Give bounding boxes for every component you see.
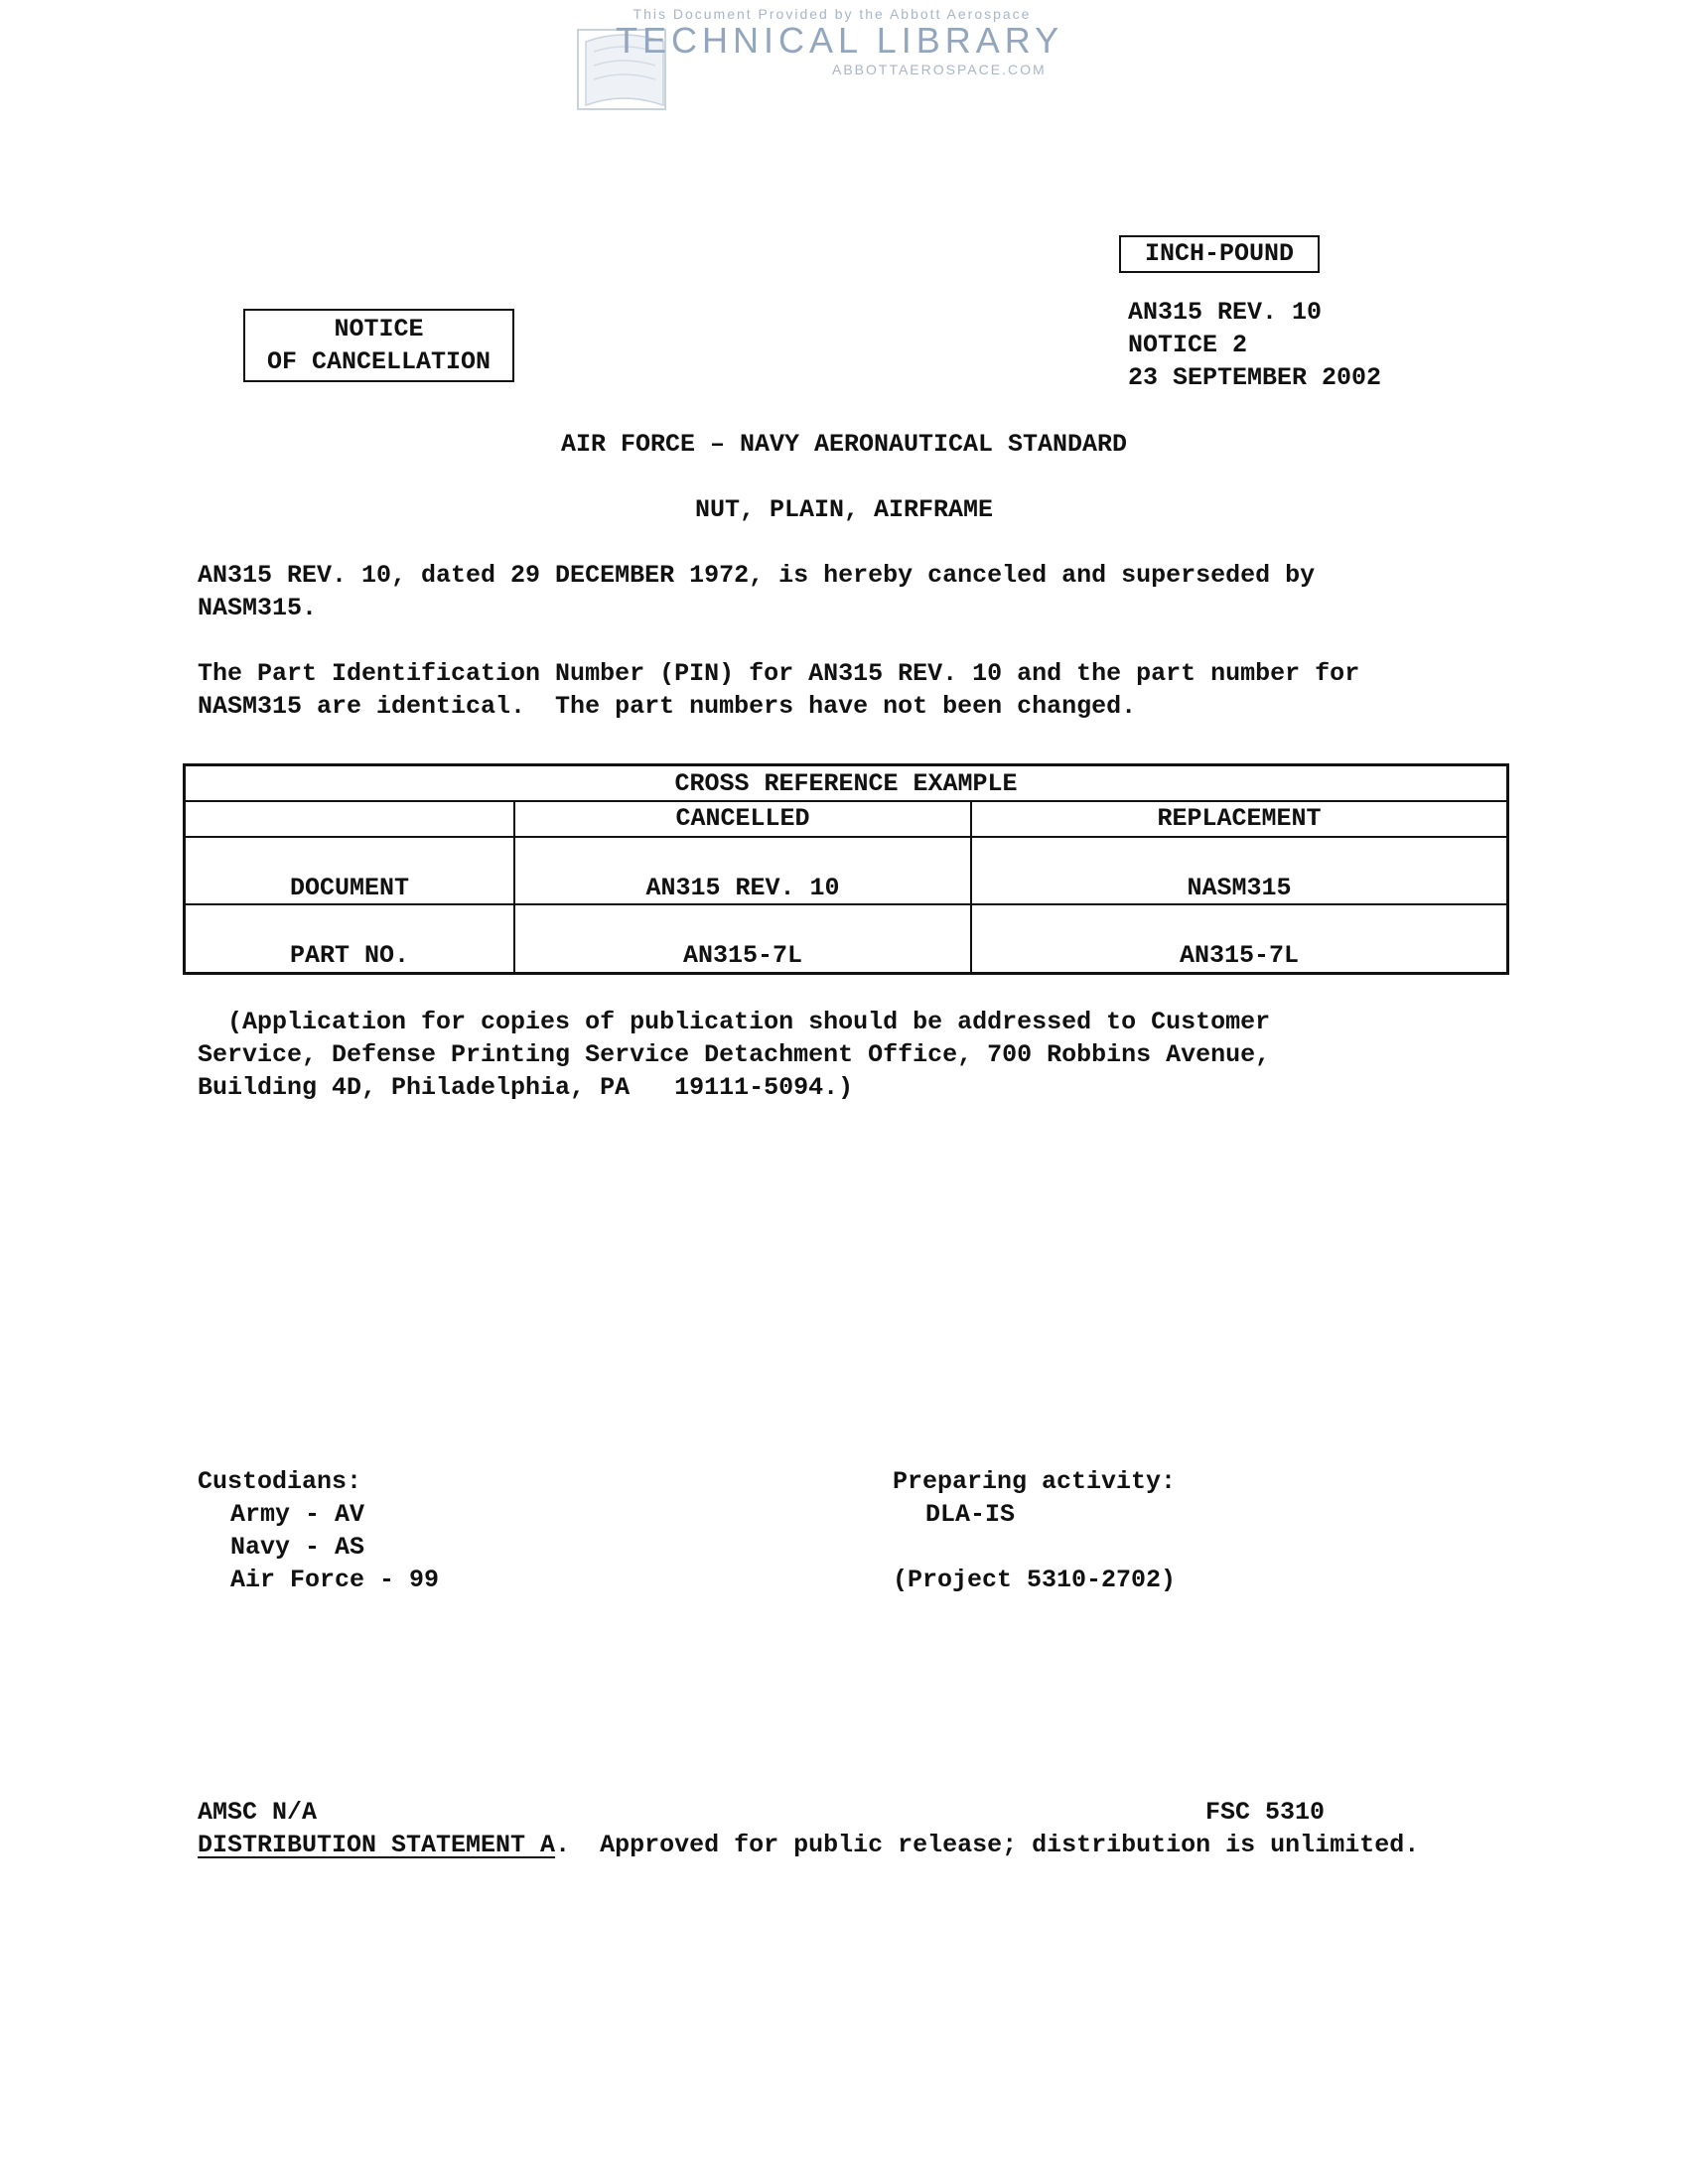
application-line1: (Application for copies of publication should be addressed to Customer	[198, 1008, 1271, 1036]
watermark-title: TECHNICAL LIBRARY	[616, 20, 1064, 61]
unit-box: INCH-POUND	[1119, 235, 1320, 273]
distribution-statement-text: . Approved for public release; distribution is unlimited.	[555, 1831, 1420, 1859]
row-label: PART NO.	[186, 905, 515, 972]
table-row	[186, 838, 1506, 905]
notice-box-line1: NOTICE	[334, 315, 424, 343]
fsc-code: FSC 5310	[1205, 1798, 1326, 1827]
column-header-replacement: REPLACEMENT	[1157, 804, 1322, 833]
custodians-label: Custodians:	[198, 1467, 362, 1496]
table-cell: AN315-7L	[1179, 941, 1300, 970]
application-line2: Service, Defense Printing Service Detachment Office, 700 Robbins Avenue,	[198, 1040, 1271, 1069]
notice-date: 23 SEPTEMBER 2002	[1128, 363, 1382, 392]
watermark-url: ABBOTTAEROSPACE.COM	[832, 62, 1047, 77]
table-cell: AN315-7L	[515, 905, 972, 972]
column-header	[186, 802, 515, 836]
cancellation-statement-line1: AN315 REV. 10, dated 29 DECEMBER 1972, is hereby canceled and superseded by	[198, 561, 1316, 590]
cross-reference-table	[183, 763, 1509, 975]
pin-statement-line1: The Part Identification Number (PIN) for AN315 REV. 10 and the part number for	[198, 659, 1360, 688]
table-cell: NASM315	[1187, 874, 1292, 902]
table-row	[186, 905, 1506, 972]
row-label: DOCUMENT	[186, 838, 515, 903]
distribution-statement-label: DISTRIBUTION STATEMENT A	[198, 1831, 556, 1859]
preparing-activity: DLA-IS	[925, 1500, 1016, 1529]
notice-of-cancellation-box	[243, 309, 514, 382]
cancellation-statement-line2: NASM315.	[198, 594, 318, 622]
column-header-cancelled: CANCELLED	[515, 802, 972, 836]
watermark	[574, 4, 1090, 113]
custodian-item: Air Force - 99	[230, 1566, 440, 1594]
table-cell: AN315 REV. 10	[515, 838, 972, 903]
item-title: NUT, PLAIN, AIRFRAME	[694, 495, 994, 524]
preparing-activity-label: Preparing activity:	[893, 1467, 1177, 1496]
notice-box-line2: OF CANCELLATION	[266, 347, 492, 376]
document-id: AN315 REV. 10	[1128, 298, 1323, 327]
distribution-statement	[198, 1831, 1419, 1859]
notice-number: NOTICE 2	[1128, 331, 1248, 359]
application-line3: Building 4D, Philadelphia, PA 19111-5094.)	[198, 1073, 854, 1102]
pin-statement-line2: NASM315 are identical. The part numbers have not been changed.	[198, 692, 1137, 721]
watermark-provider: This Document Provided by the Abbott Aerospace	[633, 6, 1032, 22]
amsc-code: AMSC N/A	[198, 1798, 318, 1827]
custodian-item: Navy - AS	[230, 1533, 365, 1562]
custodian-item: Army - AV	[230, 1500, 365, 1529]
standard-title: AIR FORCE – NAVY AERONAUTICAL STANDARD	[560, 430, 1128, 459]
table-header-row	[186, 802, 1506, 838]
project-number: (Project 5310-2702)	[893, 1566, 1177, 1594]
cross-reference-title: CROSS REFERENCE EXAMPLE	[186, 766, 1506, 802]
